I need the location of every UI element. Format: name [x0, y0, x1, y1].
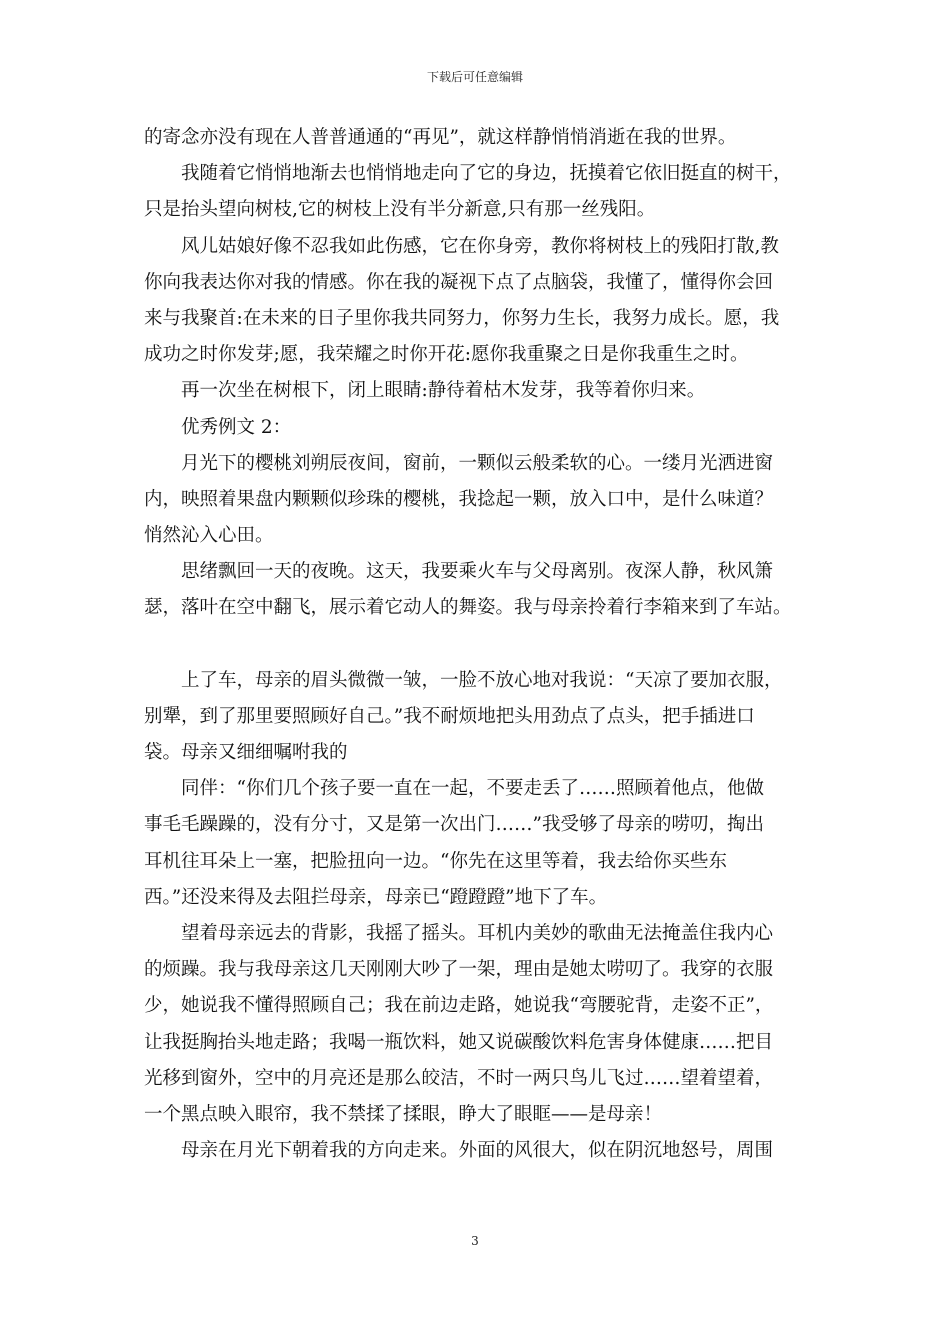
text-line: 你向我表达你对我的情感。你在我的凝视下点了点脑袋，我懂了，懂得你会回 — [144, 271, 774, 293]
text-line: 思绪飘回一天的夜晚。这天，我要乘火车与父母离别。夜深人静，秋风箫 — [144, 561, 774, 583]
text-line: 悄然沁入心田。 — [144, 525, 274, 547]
text-line: 袋。母亲又细细嘱咐我的 — [144, 742, 348, 763]
text-line: 的烦躁。我与我母亲这几天刚刚大吵了一架，理由是她太唠叨了。我穿的衣服 — [144, 959, 774, 981]
text-line: 西。”还没来得及去阻拦母亲，母亲已“蹬蹬蹬”地下了车。 — [144, 886, 608, 908]
text-line: 让我挺胸抬头地走路；我喝一瓶饮料，她又说碳酸饮料危害身体健康……把目 — [144, 1031, 774, 1053]
text-line: 耳机往耳朵上一塞，把脸扭向一边。“你先在这里等着，我去给你买些东 — [144, 850, 727, 872]
blank-line — [144, 627, 816, 663]
text-line: 的寄念亦没有现在人普普通通的“再见”，就这样静悄悄消逝在我的世界。 — [144, 127, 737, 148]
text-line: 上了车，母亲的眉头微微一皱，一脸不放心地对我说：“天凉了要加衣服， — [144, 669, 783, 691]
text-line: 来与我聚首:在未来的日子里你我共同努力，你努力生长，我努力成长。愿，我 — [144, 307, 780, 329]
text-line: 母亲在月光下朝着我的方向走来。外面的风很大，似在阴沉地怒号，周围 — [144, 1140, 774, 1162]
page-number: 3 — [471, 1234, 479, 1248]
text-line: 再一次坐在树根下，闭上眼睛:静待着枯木发芽，我等着你归来。 — [144, 380, 706, 402]
section-heading: 优秀例文 2： — [144, 416, 292, 438]
text-line: 成功之时你发芽;愿，我荣耀之时你开花:愿你我重聚之日是你我重生之时。 — [144, 344, 749, 366]
text-line: 同伴：“你们几个孩子要一直在一起，不要走丢了……照顾着他点，他做 — [144, 778, 764, 800]
text-line: 少，她说我不懂得照顾自己；我在前边走路，她说我“弯腰驼背，走姿不正”， — [144, 995, 774, 1017]
text-line: 风儿姑娘好像不忍我如此伤感，它在你身旁，教你将树枝上的残阳打散,教 — [144, 235, 779, 257]
text-line: 月光下的樱桃刘朔辰夜间，窗前，一颗似云般柔软的心。一缕月光洒进窗 — [144, 452, 774, 474]
text-line: 望着母亲远去的背影，我摇了摇头。耳机内美妙的歌曲无法掩盖住我内心 — [144, 922, 774, 944]
page-header: 下载后可任意编辑 — [426, 70, 523, 84]
text-line: 事毛毛躁躁的，没有分寸，又是第一次出门……”我受够了母亲的唠叨，掏出 — [144, 814, 764, 836]
text-line: 瑟，落叶在空中翻飞，展示着它动人的舞姿。我与母亲拎着行李箱来到了车站。 — [144, 597, 792, 619]
text-line: 内，映照着果盘内颗颗似珍珠的樱桃，我捻起一颗，放入口中，是什么味道？ — [144, 488, 774, 510]
document-body — [144, 120, 816, 1169]
text-line: 别犟，到了那里要照顾好自己。”我不耐烦地把头用劲点了点头，把手插进口 — [144, 705, 755, 727]
text-line: 我随着它悄悄地渐去也悄悄地走向了它的身边，抚摸着它依旧挺直的树干， — [144, 163, 792, 185]
text-line: 光移到窗外，空中的月亮还是那么皎洁，不时一两只鸟儿飞过……望着望着， — [144, 1067, 774, 1089]
text-line: 只是抬头望向树枝,它的树枝上没有半分新意,只有那一丝残阳。 — [144, 199, 656, 221]
text-line: 一个黑点映入眼帘，我不禁揉了揉眼，睁大了眼眶——是母亲！ — [144, 1103, 663, 1125]
